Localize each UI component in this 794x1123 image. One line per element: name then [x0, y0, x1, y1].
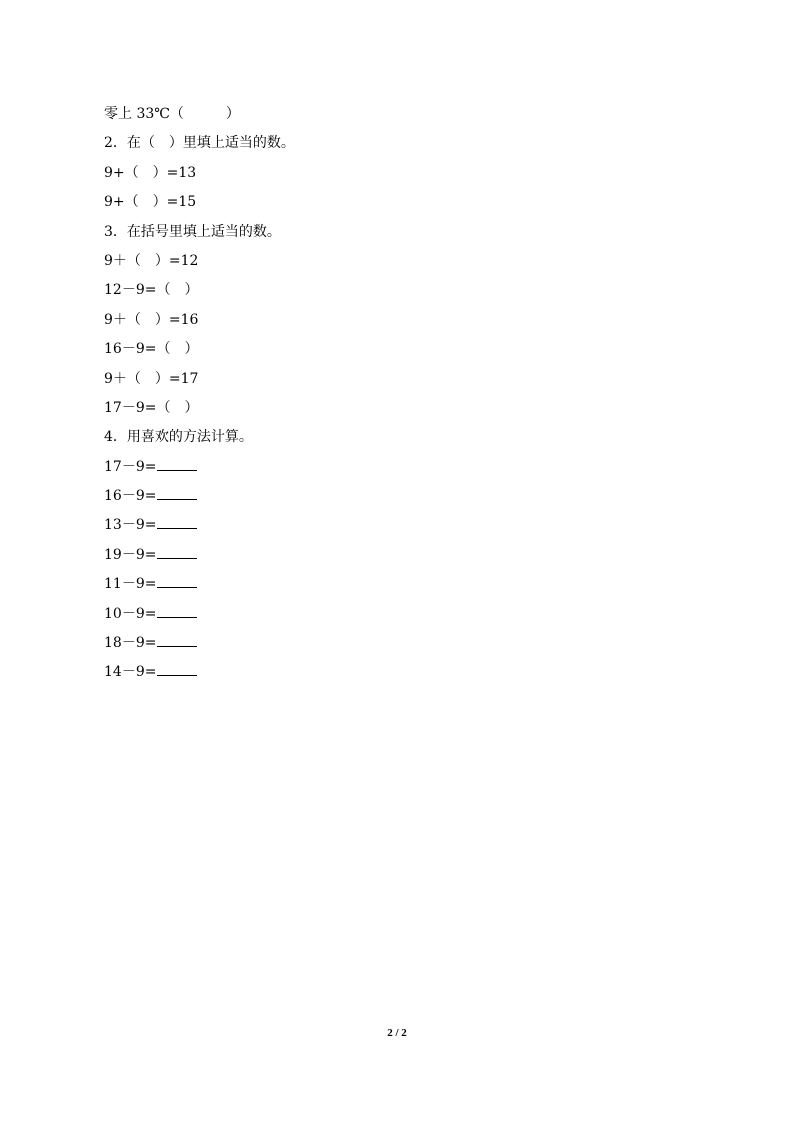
question-3-item-5: 9＋（ ）=17 [104, 370, 199, 387]
question-2-item-1: 9+（ ）=13 [104, 164, 197, 181]
calc-expression: 13－9= [104, 517, 157, 534]
question-3-item-3: 9＋（ ）=16 [104, 311, 199, 328]
question-4-item-5 [104, 572, 704, 601]
question-4-item-3 [104, 513, 704, 542]
calc-expression: 16－9= [104, 488, 157, 505]
question-3-item-2: 12－9=（ ） [104, 282, 199, 299]
calc-expression: 11－9= [104, 576, 157, 593]
question-4-item-4 [104, 543, 704, 572]
question-3-heading: 3．在括号里填上适当的数。 [104, 223, 281, 240]
answer-blank[interactable] [157, 632, 197, 647]
calc-expression: 17－9= [104, 458, 157, 475]
question-2-heading: 2．在（ ）里填上适当的数。 [104, 135, 295, 152]
answer-blank[interactable] [157, 661, 197, 676]
answer-blank[interactable] [157, 514, 197, 529]
calc-expression: 10－9= [104, 605, 157, 622]
question-4-item-7 [104, 631, 704, 660]
answer-blank[interactable] [157, 485, 197, 500]
question-4-item-1 [104, 455, 704, 484]
question-4-item-6 [104, 602, 704, 631]
question-4-heading: 4．用喜欢的方法计算。 [104, 429, 253, 446]
calc-expression: 14－9= [104, 664, 157, 681]
calc-expression: 19－9= [104, 546, 157, 563]
answer-blank[interactable] [157, 573, 197, 588]
question-3-item-6: 17－9=（ ） [104, 399, 199, 416]
answer-blank[interactable] [157, 544, 197, 559]
question-3-item-4: 16－9=（ ） [104, 341, 199, 358]
page-number: 2 / 2 [387, 1027, 407, 1039]
question-2-item-2: 9+（ ）=15 [104, 194, 197, 211]
calc-expression: 18－9= [104, 635, 157, 652]
question-4-item-8 [104, 660, 704, 689]
question-3-item-1: 9＋（ ）=12 [104, 252, 199, 269]
worksheet-content [104, 102, 704, 690]
answer-blank[interactable] [157, 456, 197, 471]
temperature-question-line: 零上 33℃（ ） [104, 106, 240, 122]
answer-blank[interactable] [157, 603, 197, 618]
question-4-item-2 [104, 484, 704, 513]
